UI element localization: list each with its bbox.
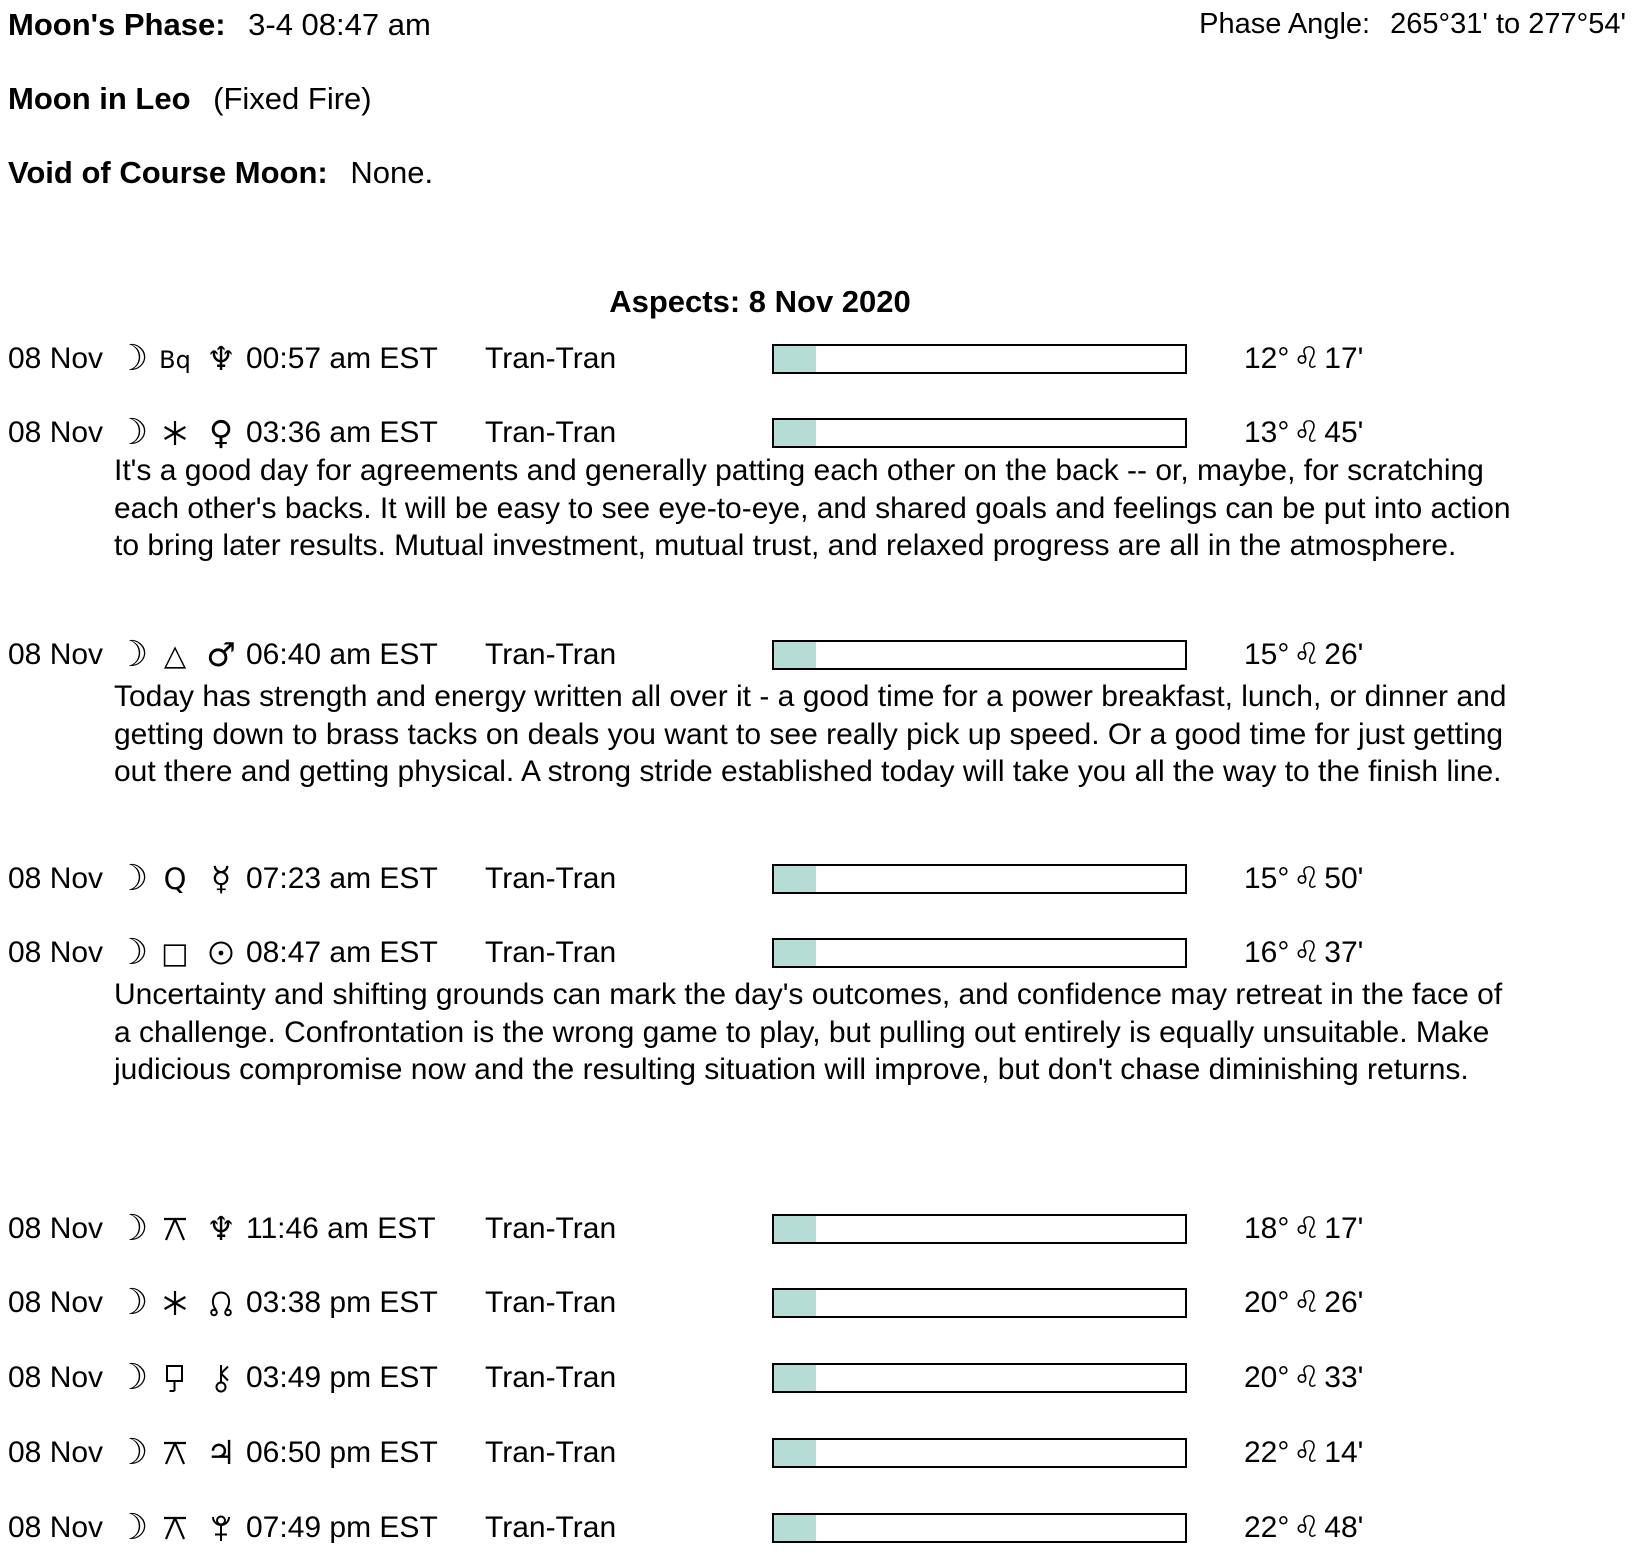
pluto-icon <box>198 1513 244 1543</box>
moon-sign-detail: (Fixed Fire) <box>213 81 372 116</box>
aspect-row <box>0 858 1634 899</box>
moon-sign-line <box>8 82 372 116</box>
moons-phase-value: 3-4 08:47 am <box>248 7 431 42</box>
void-of-course-label: Void of Course Moon: <box>8 155 328 190</box>
position-degrees: 13° <box>1244 416 1290 449</box>
aspect-type: Tran-Tran <box>485 1511 617 1544</box>
aspect-row <box>0 932 1634 973</box>
aspect-date: 08 Nov <box>8 1361 104 1394</box>
orb-progress-bar <box>772 1214 1187 1244</box>
orb-progress-fill <box>774 346 816 372</box>
moon-icon: ☽ <box>115 634 149 675</box>
orb-progress-fill <box>774 1515 816 1541</box>
leo-icon: ♌ <box>1293 935 1321 970</box>
orb-progress-bar <box>772 640 1187 670</box>
position-degrees: 16° <box>1244 936 1290 969</box>
position-minutes: 17' <box>1324 342 1364 375</box>
moon-icon: ☽ <box>115 1357 149 1398</box>
jupiter-icon: ♃ <box>206 1433 236 1472</box>
position-minutes: 50' <box>1324 862 1364 895</box>
orb-progress-fill <box>774 420 816 446</box>
position-minutes: 26' <box>1324 1286 1364 1319</box>
phase-angle-value: 265°31' to 277°54' <box>1390 8 1626 40</box>
aspect-time: 07:49 pm EST <box>246 1511 438 1544</box>
leo-icon: ♌ <box>1293 861 1321 896</box>
orb-progress-fill <box>774 940 816 966</box>
moons-phase-line <box>8 8 431 42</box>
quintile-icon: Q <box>163 862 187 896</box>
aspect-time: 06:40 am EST <box>246 638 438 671</box>
moons-phase-label: Moon's Phase: <box>8 7 226 42</box>
aspect-position <box>1244 415 1364 450</box>
moon-icon: ☽ <box>115 858 149 899</box>
aspect-date: 08 Nov <box>8 1436 104 1469</box>
aspect-time: 03:49 pm EST <box>246 1361 438 1394</box>
aspect-type: Tran-Tran <box>485 1436 617 1469</box>
position-degrees: 22° <box>1244 1511 1290 1544</box>
aspect-position <box>1244 861 1364 896</box>
position-minutes: 17' <box>1324 1212 1364 1245</box>
void-of-course-value: None. <box>350 155 434 190</box>
aspects-title: Aspects: 8 Nov 2020 <box>609 284 911 319</box>
leo-icon: ♌ <box>1293 1211 1321 1246</box>
sun-icon <box>198 938 244 968</box>
aspect-date: 08 Nov <box>8 936 104 969</box>
orb-progress-fill <box>774 1290 816 1316</box>
aspect-position <box>1244 1211 1364 1246</box>
aspect-time: 08:47 am EST <box>246 936 438 969</box>
void-of-course-line <box>8 156 433 190</box>
aspect-type: Tran-Tran <box>485 1361 617 1394</box>
leo-icon: ♌ <box>1293 1360 1321 1395</box>
position-degrees: 15° <box>1244 862 1290 895</box>
position-minutes: 45' <box>1324 416 1364 449</box>
moon-icon: ☽ <box>115 412 149 453</box>
moon-icon: ☽ <box>115 1282 149 1323</box>
aspect-row <box>0 1357 1634 1398</box>
moon-icon: ☽ <box>115 932 149 973</box>
aspect-type: Tran-Tran <box>485 416 617 449</box>
orb-progress-fill <box>774 1440 816 1466</box>
north-node-icon <box>198 1288 244 1318</box>
square-icon: □ <box>161 936 189 970</box>
aspect-type: Tran-Tran <box>485 936 617 969</box>
aspect-row <box>0 338 1634 379</box>
aspect-position <box>1244 1285 1364 1320</box>
aspect-description: It's a good day for agreements and generally patting each other on the back -- or, maybe, for scratching each other's backs. It will be easy to see eye-to-eye, and shared goals and feelings can be put into action to bring later results. Mutual investment, mutual trust, and relaxed progress are all in the atmosphere. <box>114 454 1511 562</box>
aspect-type: Tran-Tran <box>485 342 617 375</box>
aspect-row <box>0 1208 1634 1249</box>
neptune-icon: ♆ <box>206 339 236 378</box>
aspect-date: 08 Nov <box>8 1212 104 1245</box>
orb-progress-bar <box>772 1363 1187 1393</box>
moon-icon: ☽ <box>115 1507 149 1548</box>
orb-progress-fill <box>774 642 816 668</box>
venus-icon: ♀ <box>208 413 234 452</box>
position-minutes: 33' <box>1324 1361 1364 1394</box>
mercury-icon: ☿ <box>210 859 232 898</box>
orb-progress-bar <box>772 938 1187 968</box>
position-minutes: 14' <box>1324 1436 1364 1469</box>
position-minutes: 48' <box>1324 1511 1364 1544</box>
aspect-row <box>0 412 1634 453</box>
aspect-time: 00:57 am EST <box>246 342 438 375</box>
aspect-row <box>0 1507 1634 1548</box>
chiron-icon <box>198 1363 244 1393</box>
moon-icon: ☽ <box>115 1432 149 1473</box>
position-degrees: 20° <box>1244 1361 1290 1394</box>
aspect-row <box>0 1432 1634 1473</box>
aspect-position <box>1244 341 1364 376</box>
aspect-time: 11:46 am EST <box>246 1212 436 1245</box>
aspect-date: 08 Nov <box>8 342 104 375</box>
leo-icon: ♌ <box>1293 1435 1321 1470</box>
orb-progress-fill <box>774 1216 816 1242</box>
moon-icon: ☽ <box>115 1208 149 1249</box>
aspect-type: Tran-Tran <box>485 1212 617 1245</box>
orb-progress-bar <box>772 1513 1187 1543</box>
quincunx-icon <box>152 1214 198 1244</box>
quincunx-icon <box>152 1438 198 1468</box>
aspect-position <box>1244 637 1364 672</box>
sextile-icon <box>152 418 198 448</box>
aspect-date: 08 Nov <box>8 1286 104 1319</box>
sesquiquadrate-icon <box>152 1363 198 1393</box>
orb-progress-bar <box>772 1288 1187 1318</box>
neptune-icon: ♆ <box>206 1209 236 1248</box>
aspect-type: Tran-Tran <box>485 862 617 895</box>
aspect-row <box>0 1282 1634 1323</box>
orb-progress-fill <box>774 866 816 892</box>
position-degrees: 18° <box>1244 1212 1290 1245</box>
trine-icon: △ <box>163 638 187 672</box>
aspect-description: Today has strength and energy written all over it - a good time for a power breakfast, lunch, or dinner and getting down to brass tacks on deals you want to see really pick up speed. Or a good time for just getting out there and getting physical. A strong stride established today will take you all the way to the finish line. <box>114 680 1507 788</box>
orb-progress-fill <box>774 1365 816 1391</box>
aspect-position <box>1244 1360 1364 1395</box>
position-minutes: 37' <box>1324 936 1364 969</box>
sextile-icon <box>152 1288 198 1318</box>
moon-sign-label: Moon in Leo <box>8 81 191 116</box>
biquintile-icon: Bq <box>159 346 191 374</box>
aspect-type: Tran-Tran <box>485 1286 617 1319</box>
aspect-time: 03:36 am EST <box>246 416 438 449</box>
aspect-description: Uncertainty and shifting grounds can mark the day's outcomes, and confidence may retreat in the face of a challenge. Confrontation is the wrong game to play, but pulling out entirely is equally unsuitable. Make judicious compromise now and the resulting situation will improve, but don't chase diminishing returns. <box>114 978 1503 1086</box>
aspect-time: 06:50 pm EST <box>246 1436 438 1469</box>
aspect-date: 08 Nov <box>8 862 104 895</box>
phase-angle-line <box>1199 8 1626 41</box>
leo-icon: ♌ <box>1293 637 1321 672</box>
quincunx-icon <box>152 1513 198 1543</box>
aspect-date: 08 Nov <box>8 1511 104 1544</box>
orb-progress-bar <box>772 344 1187 374</box>
aspect-type: Tran-Tran <box>485 638 617 671</box>
orb-progress-bar <box>772 864 1187 894</box>
moon-icon: ☽ <box>115 338 149 379</box>
aspect-date: 08 Nov <box>8 416 104 449</box>
leo-icon: ♌ <box>1293 415 1321 450</box>
leo-icon: ♌ <box>1293 1510 1321 1545</box>
position-minutes: 26' <box>1324 638 1364 671</box>
orb-progress-bar <box>772 1438 1187 1468</box>
aspect-position <box>1244 1510 1364 1545</box>
aspect-row <box>0 634 1634 675</box>
mars-icon: ♂ <box>206 635 236 674</box>
position-degrees: 12° <box>1244 342 1290 375</box>
aspect-time: 07:23 am EST <box>246 862 438 895</box>
aspect-position <box>1244 935 1364 970</box>
phase-angle-label: Phase Angle: <box>1199 8 1371 40</box>
leo-icon: ♌ <box>1293 1285 1321 1320</box>
aspect-position <box>1244 1435 1364 1470</box>
orb-progress-bar <box>772 418 1187 448</box>
leo-icon: ♌ <box>1293 341 1321 376</box>
aspect-date: 08 Nov <box>8 638 104 671</box>
position-degrees: 20° <box>1244 1286 1290 1319</box>
aspect-time: 03:38 pm EST <box>246 1286 438 1319</box>
position-degrees: 15° <box>1244 638 1290 671</box>
position-degrees: 22° <box>1244 1436 1290 1469</box>
